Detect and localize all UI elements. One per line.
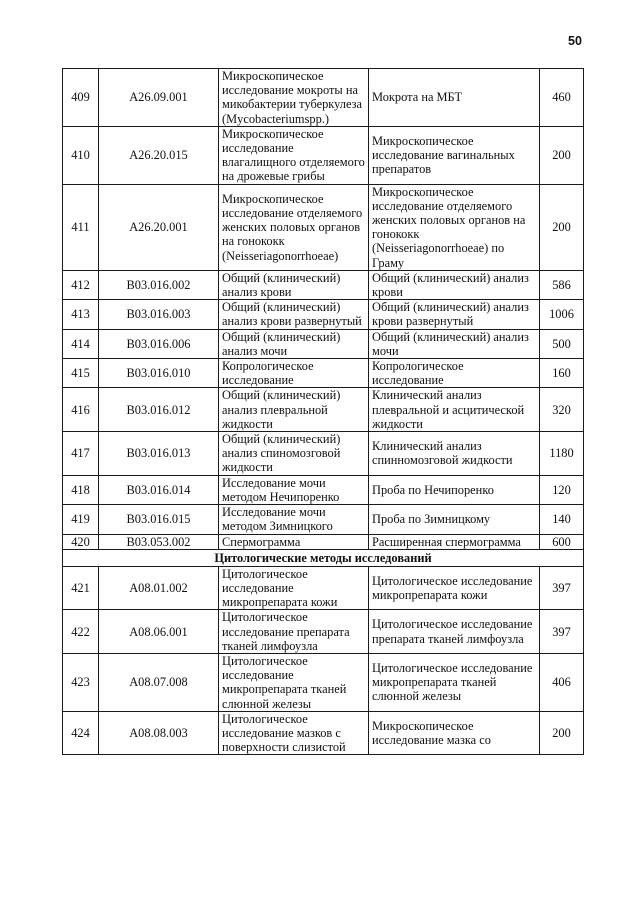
table-row — [63, 653, 584, 711]
service-description-cell: Проба по Нечипоренко — [369, 475, 540, 504]
service-name-cell: Цитологическое исследование препарата тканей лимфоузла — [219, 610, 369, 654]
price-cell: 1180 — [540, 432, 584, 476]
service-name-cell: Общий (клинический) анализ крови — [219, 270, 369, 299]
table-row — [63, 184, 584, 270]
table-row — [63, 432, 584, 476]
row-number-cell: 411 — [63, 184, 99, 270]
service-code-cell: A08.07.008 — [99, 653, 219, 711]
row-number-cell: 417 — [63, 432, 99, 476]
row-number-cell: 422 — [63, 610, 99, 654]
row-number-cell: 410 — [63, 126, 99, 184]
service-name-cell: Микроскопическое исследование влагалищного отделяемого на дрожевые грибы — [219, 126, 369, 184]
price-cell: 600 — [540, 534, 584, 549]
service-name-cell: Общий (клинический) анализ мочи — [219, 329, 369, 358]
service-code-cell: B03.016.013 — [99, 432, 219, 476]
price-cell: 200 — [540, 184, 584, 270]
service-code-cell: B03.016.003 — [99, 300, 219, 329]
table-row — [63, 329, 584, 358]
table-row — [63, 388, 584, 432]
service-name-cell: Спермограмма — [219, 534, 369, 549]
service-name-cell: Микроскопическое исследование мокроты на микобактерии туберкулеза (Mycobacteriumspp.) — [219, 69, 369, 127]
row-number-cell: 421 — [63, 566, 99, 610]
table-row — [63, 534, 584, 549]
service-code-cell: B03.053.002 — [99, 534, 219, 549]
page-number: 50 — [568, 34, 582, 48]
table-row — [63, 505, 584, 534]
table-row — [63, 610, 584, 654]
service-code-cell: B03.016.006 — [99, 329, 219, 358]
service-description-cell: Общий (клинический) анализ мочи — [369, 329, 540, 358]
service-name-cell: Цитологическое исследование микропрепарата кожи — [219, 566, 369, 610]
service-description-cell: Общий (клинический) анализ крови — [369, 270, 540, 299]
price-cell: 460 — [540, 69, 584, 127]
service-description-cell: Клинический анализ спинномозговой жидкости — [369, 432, 540, 476]
table-row — [63, 126, 584, 184]
service-description-cell: Общий (клинический) анализ крови развернутый — [369, 300, 540, 329]
service-code-cell: A26.20.001 — [99, 184, 219, 270]
row-number-cell: 424 — [63, 711, 99, 755]
service-description-cell: Микроскопическое исследование вагинальных препаратов — [369, 126, 540, 184]
service-name-cell: Исследование мочи методом Зимницкого — [219, 505, 369, 534]
service-description-cell: Цитологическое исследование препарата тканей лимфоузла — [369, 610, 540, 654]
service-name-cell: Исследование мочи методом Нечипоренко — [219, 475, 369, 504]
table-row — [63, 359, 584, 388]
table-row — [63, 566, 584, 610]
row-number-cell: 420 — [63, 534, 99, 549]
service-code-cell: A26.09.001 — [99, 69, 219, 127]
service-name-cell: Общий (клинический) анализ плевральной жидкости — [219, 388, 369, 432]
service-name-cell: Цитологическое исследование мазков с поверхности слизистой — [219, 711, 369, 755]
service-name-cell: Общий (клинический) анализ спиномозговой жидкости — [219, 432, 369, 476]
service-code-cell: B03.016.012 — [99, 388, 219, 432]
service-name-cell: Микроскопическое исследование отделяемого женских половых органов на гонококк (Neisseriagonorrhoeae) — [219, 184, 369, 270]
price-cell: 140 — [540, 505, 584, 534]
row-number-cell: 413 — [63, 300, 99, 329]
price-cell: 160 — [540, 359, 584, 388]
row-number-cell: 423 — [63, 653, 99, 711]
table-row — [63, 300, 584, 329]
service-code-cell: A26.20.015 — [99, 126, 219, 184]
price-cell: 320 — [540, 388, 584, 432]
service-description-cell: Микроскопическое исследование отделяемого женских половых органов на гонококк (Neisseriagonorrhoeae) по Граму — [369, 184, 540, 270]
section-header-row — [63, 549, 584, 566]
services-price-table — [62, 68, 584, 755]
service-description-cell: Копрологическое исследование — [369, 359, 540, 388]
service-description-cell: Мокрота на МБТ — [369, 69, 540, 127]
service-name-cell: Общий (клинический) анализ крови развернутый — [219, 300, 369, 329]
row-number-cell: 419 — [63, 505, 99, 534]
row-number-cell: 416 — [63, 388, 99, 432]
row-number-cell: 418 — [63, 475, 99, 504]
price-cell: 397 — [540, 566, 584, 610]
service-name-cell: Копрологическое исследование — [219, 359, 369, 388]
service-code-cell: B03.016.002 — [99, 270, 219, 299]
price-cell: 200 — [540, 126, 584, 184]
service-description-cell: Цитологическое исследование микропрепарата кожи — [369, 566, 540, 610]
service-code-cell: A08.01.002 — [99, 566, 219, 610]
service-code-cell: A08.06.001 — [99, 610, 219, 654]
table-row — [63, 270, 584, 299]
row-number-cell: 412 — [63, 270, 99, 299]
section-title: Цитологические методы исследований — [63, 549, 584, 566]
price-cell: 200 — [540, 711, 584, 755]
service-description-cell: Расширенная спермограмма — [369, 534, 540, 549]
service-description-cell: Клинический анализ плевральной и асцитической жидкости — [369, 388, 540, 432]
price-cell: 397 — [540, 610, 584, 654]
service-description-cell: Проба по Зимницкому — [369, 505, 540, 534]
row-number-cell: 409 — [63, 69, 99, 127]
price-cell: 406 — [540, 653, 584, 711]
price-cell: 500 — [540, 329, 584, 358]
service-code-cell: B03.016.014 — [99, 475, 219, 504]
service-description-cell: Микроскопическое исследование мазка со — [369, 711, 540, 755]
price-cell: 586 — [540, 270, 584, 299]
price-cell: 1006 — [540, 300, 584, 329]
table-row — [63, 475, 584, 504]
table-row — [63, 69, 584, 127]
service-name-cell: Цитологическое исследование микропрепарата тканей слюнной железы — [219, 653, 369, 711]
service-code-cell: B03.016.010 — [99, 359, 219, 388]
row-number-cell: 415 — [63, 359, 99, 388]
service-code-cell: A08.08.003 — [99, 711, 219, 755]
service-description-cell: Цитологическое исследование микропрепарата тканей слюнной железы — [369, 653, 540, 711]
row-number-cell: 414 — [63, 329, 99, 358]
price-cell: 120 — [540, 475, 584, 504]
service-code-cell: B03.016.015 — [99, 505, 219, 534]
table-row — [63, 711, 584, 755]
